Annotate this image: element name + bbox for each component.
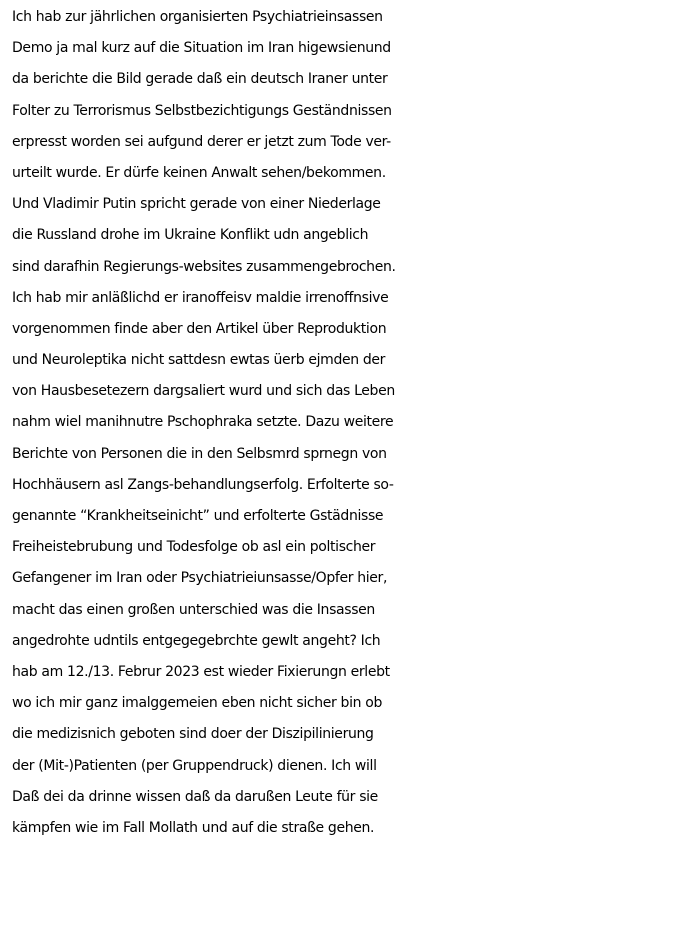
text-line: Demo ja mal kurz auf die Situation im Iran higewsienund	[12, 40, 391, 57]
text-line: erpresst worden sei aufgund derer er jetzt zum Tode ver-	[12, 133, 391, 150]
text-line: Daß dei da drinne wissen daß da darußen Leute für sie	[12, 788, 378, 805]
text-line: Gefangener im Iran oder Psychiatrieiunsasse/Opfer hier,	[12, 570, 388, 587]
text-line: wo ich mir ganz imalggemeien eben nicht sicher bin ob	[12, 695, 382, 712]
text-line: von Hausbesetezern dargsaliert wurd und sich das Leben	[12, 383, 395, 400]
text-line: Folter zu Terrorismus Selbstbezichtigungs Geständnissen	[12, 102, 392, 119]
text-line: der (Mit-)Patienten (per Gruppendruck) dienen. Ich will	[12, 757, 377, 774]
text-line: sind darafhin Regierungs-websites zusammengebrochen.	[12, 258, 396, 275]
text-line: Ich hab mir anläßlichd er iranoffeisv maldie irrenoffnsive	[12, 289, 389, 306]
text-line: vorgenommen finde aber den Artikel über Reproduktion	[12, 320, 387, 337]
text-line: hab am 12./13. Februr 2023 est wieder Fixierungn erlebt	[12, 663, 390, 680]
text-line: da berichte die Bild gerade daß ein deutsch Iraner unter	[12, 71, 388, 88]
text-line: und Neuroleptika nicht sattdesn ewtas üerb ejmden der	[12, 352, 386, 369]
text-line: urteilt wurde. Er dürfe keinen Anwalt sehen/bekommen.	[12, 164, 386, 181]
text-line: die Russland drohe im Ukraine Konflikt udn angeblich	[12, 227, 369, 244]
text-line: Hochhäusern asl Zangs-behandlungserfolg. Erfolterte so-	[12, 476, 394, 493]
body-text	[12, 2, 684, 844]
text-line: Berichte von Personen die in den Selbsmrd sprnegn von	[12, 445, 387, 462]
text-line: genannte “Krankheitseinicht” und erfolterte Gstädnisse	[12, 508, 384, 524]
text-line: angedrohte udntils entgegegebrchte gewlt angeht? Ich	[12, 632, 381, 649]
text-line: Und Vladimir Putin spricht gerade von einer Niederlage	[12, 196, 381, 213]
text-line: die medizisnich geboten sind doer der Diszipilinierung	[12, 726, 374, 743]
text-line: kämpfen wie im Fall Mollath und auf die straße gehen.	[12, 819, 375, 836]
text-line: nahm wiel manihnutre Pschophraka setzte. Dazu weitere	[12, 414, 394, 431]
text-line: Ich hab zur jährlichen organisierten Psychiatrieinsassen	[12, 9, 383, 25]
text-line: macht das einen großen unterschied was die Insassen	[12, 601, 375, 618]
text-line: Freiheistebrubung und Todesfolge ob asl ein poltischer	[12, 539, 376, 556]
